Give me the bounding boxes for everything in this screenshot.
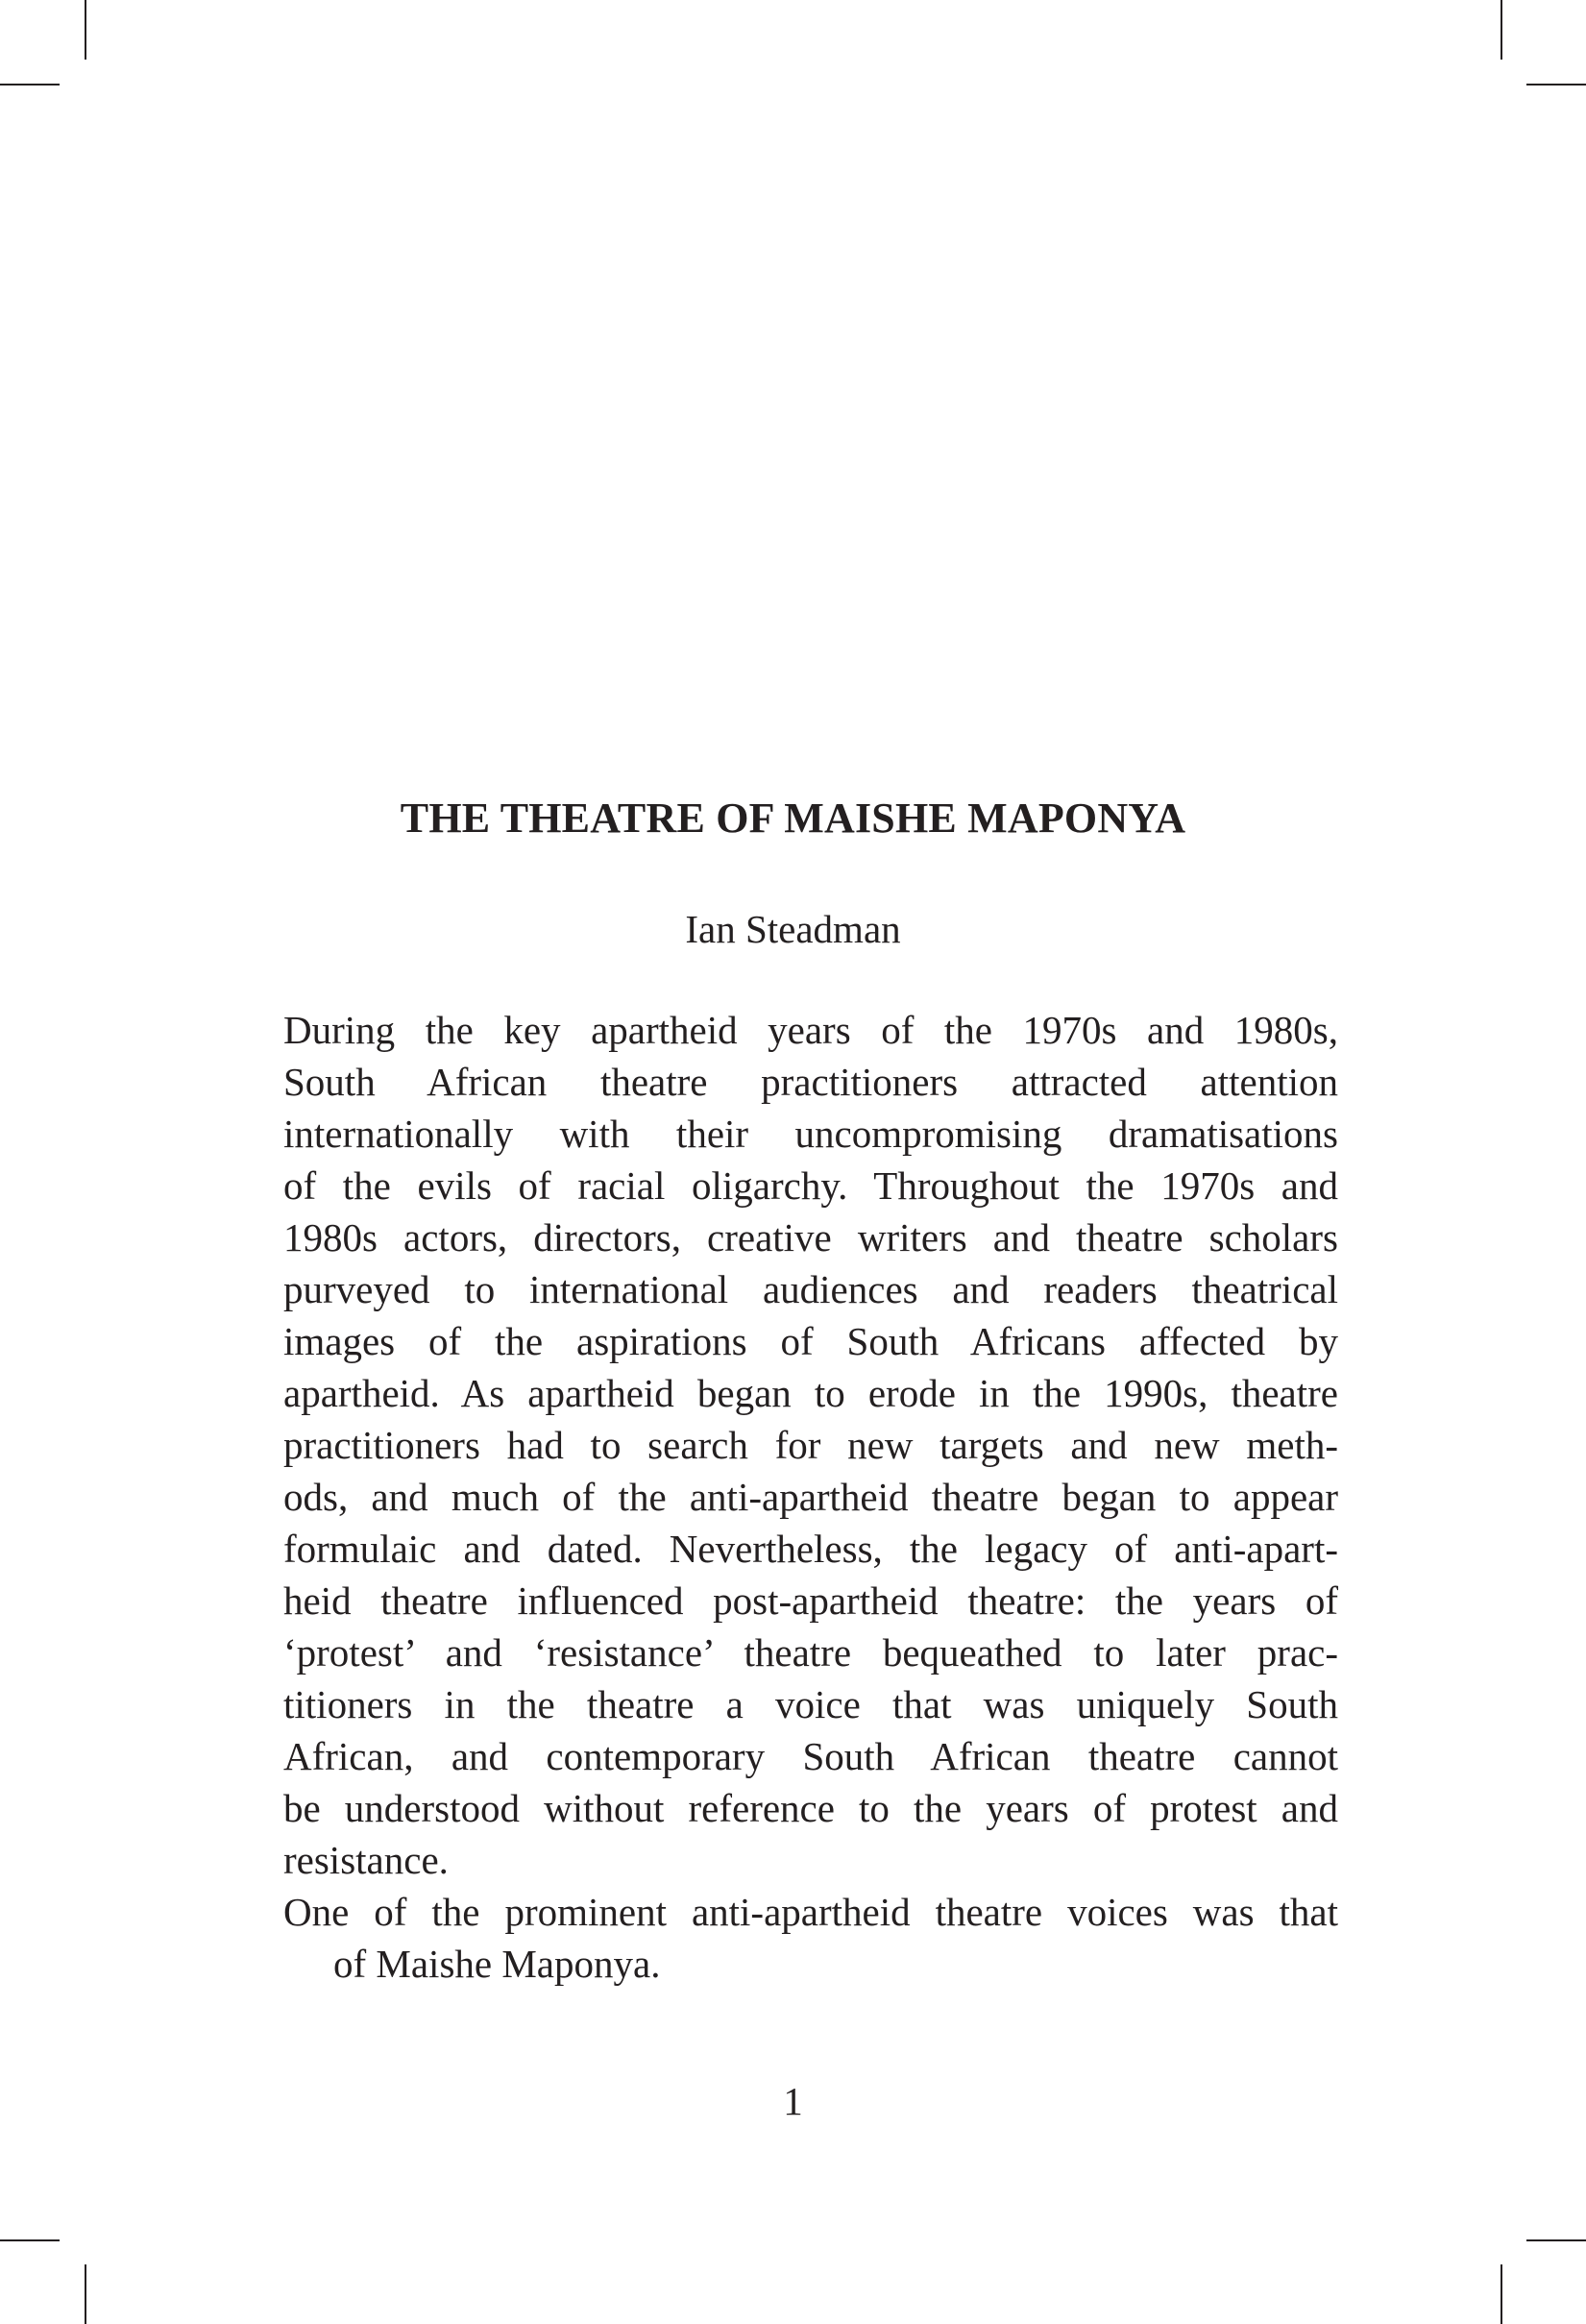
paragraph-line: be understood without reference to the years of protest and	[283, 1786, 1338, 1830]
paragraph-line: of the evils of racial oligarchy. Throughout the 1970s and	[283, 1163, 1338, 1208]
paragraph-line: During the key apartheid years of the 1970s and 1980s,	[283, 1008, 1338, 1052]
paragraph-line: heid theatre influenced post-apartheid theatre: the years of	[283, 1578, 1338, 1623]
paragraph-line: ods, and much of the anti-apartheid theatre began to appear	[283, 1475, 1338, 1519]
crop-mark-bottom-right-vertical	[1501, 2264, 1502, 2324]
paragraph-line: purveyed to international audiences and readers theatrical	[283, 1267, 1338, 1311]
paragraph-line: practitioners had to search for new targets and new meth-	[283, 1423, 1338, 1467]
chapter-title: THE THEATRE OF MAISHE MAPONYA	[400, 795, 1186, 842]
body-text	[283, 1004, 1338, 1990]
author-name: Ian Steadman	[685, 907, 901, 951]
page-number: 1	[783, 2079, 803, 2123]
paragraph-line: ‘protest’ and ‘resistance’ theatre bequeathed to later prac-	[283, 1630, 1338, 1675]
crop-mark-bottom-left-vertical	[85, 2264, 86, 2324]
paragraph-line: South African theatre practitioners attracted attention	[283, 1060, 1338, 1104]
paragraph-line: internationally with their uncompromising dramatisations	[283, 1112, 1338, 1156]
crop-mark-top-right-horizontal	[1526, 84, 1586, 86]
crop-mark-top-left-horizontal	[0, 84, 60, 86]
paragraph-line: One of the prominent anti-apartheid theatre voices was that	[283, 1890, 1338, 1934]
crop-mark-bottom-right-horizontal	[1526, 2239, 1586, 2241]
paragraph-line: 1980s actors, directors, creative writers and theatre scholars	[283, 1215, 1338, 1260]
paragraph-line: apartheid. As apartheid began to erode in the 1990s, theatre	[283, 1371, 1338, 1415]
crop-mark-bottom-left-horizontal	[0, 2239, 60, 2241]
crop-mark-top-left-vertical	[85, 0, 86, 60]
paragraph-line: of Maishe Maponya.	[333, 1942, 661, 1986]
crop-mark-top-right-vertical	[1501, 0, 1502, 60]
paragraph-line: resistance.	[283, 1838, 449, 1882]
paragraph-line: formulaic and dated. Nevertheless, the legacy of anti-apart-	[283, 1527, 1338, 1571]
paragraph-line: titioners in the theatre a voice that was uniquely South	[283, 1682, 1338, 1726]
paragraph-line: African, and contemporary South African theatre cannot	[283, 1734, 1338, 1778]
paragraph-line: images of the aspirations of South Africans affected by	[283, 1319, 1338, 1363]
